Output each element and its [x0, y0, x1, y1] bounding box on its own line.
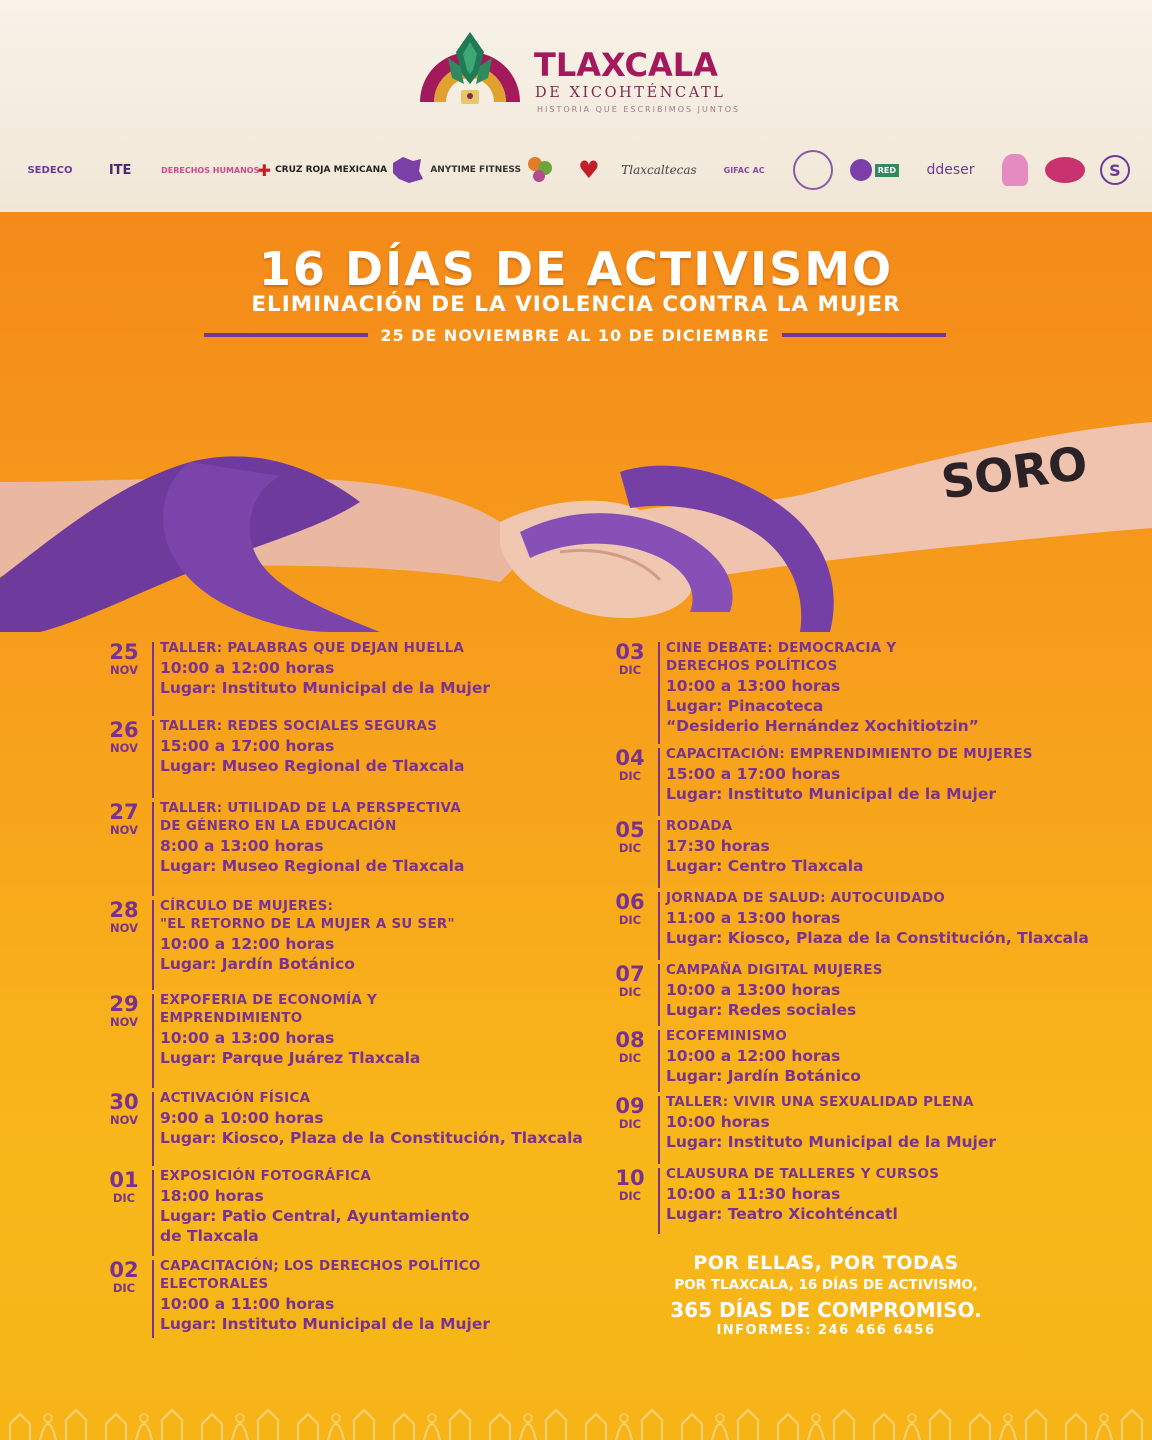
- sponsor-logo: [257, 150, 388, 190]
- event-time: 10:00 a 13:00 horas: [666, 677, 841, 695]
- event-date: [100, 1090, 148, 1168]
- event-place: Lugar: Kiosco, Plaza de la Constitución, Tlaxcala: [666, 929, 1089, 947]
- event-item: [100, 800, 600, 898]
- event-title: CLAUSURA DE TALLERES Y CURSOS: [666, 1167, 940, 1182]
- event-place: Lugar: Pinacoteca: [666, 697, 824, 715]
- event-body: [660, 640, 979, 746]
- poster-title: 16 DÍAS DE ACTIVISMO: [258, 242, 894, 296]
- event-title: ACTIVACIÓN FÍSICA: [160, 1091, 311, 1106]
- event-body: [154, 1168, 469, 1258]
- event-date: [100, 1168, 148, 1258]
- arm-writing: SORO: [937, 435, 1091, 510]
- event-day: 01: [109, 1168, 139, 1192]
- event-title: TALLER: PALABRAS QUE DEJAN HUELLA: [160, 641, 465, 656]
- event-item: [100, 992, 600, 1090]
- event-time: 10:00 a 12:00 horas: [160, 935, 335, 953]
- event-date: [100, 992, 148, 1090]
- event-date: [606, 890, 654, 962]
- sponsor-logo: [1000, 150, 1030, 190]
- event-title: ECOFEMINISMO: [666, 1029, 788, 1044]
- event-date: [606, 746, 654, 818]
- event-title: CINE DEBATE: DEMOCRACIA Y: [666, 641, 897, 656]
- leaf-logo-icon: [526, 152, 554, 188]
- event-body: [660, 1094, 996, 1166]
- event-item: [100, 1090, 600, 1168]
- event-time: 11:00 a 13:00 horas: [666, 909, 841, 927]
- event-time: 17:30 horas: [666, 837, 770, 855]
- closing-line-2: POR TLAXCALA, 16 DÍAS DE ACTIVISMO,: [674, 1277, 978, 1293]
- event-date: [606, 1094, 654, 1166]
- event-time: 10:00 a 12:00 horas: [160, 659, 335, 677]
- event-place: Lugar: Instituto Municipal de la Mujer: [666, 785, 997, 803]
- event-date: [100, 1258, 148, 1340]
- event-date: [606, 962, 654, 1028]
- poster-subtitle: ELIMINACIÓN DE LA VIOLENCIA CONTRA LA MUJER: [251, 292, 901, 317]
- event-time: 10:00 a 11:00 horas: [160, 1295, 335, 1313]
- event-day: 28: [109, 898, 139, 922]
- event-day: 09: [615, 1094, 645, 1118]
- event-day: 27: [109, 800, 139, 824]
- header-band: [0, 0, 1152, 212]
- event-time: 10:00 a 11:30 horas: [666, 1185, 841, 1203]
- sponsor-logo: DERECHOS HUMANOS: [161, 165, 260, 175]
- event-date: [100, 718, 148, 800]
- event-title: EXPOFERIA DE ECONOMÍA Y: [160, 993, 378, 1008]
- sponsor-label: RED: [875, 164, 899, 177]
- event-item: [606, 890, 1106, 962]
- event-place: Lugar: Parque Juárez Tlaxcala: [160, 1049, 421, 1067]
- event-body: [660, 818, 864, 890]
- divider: [782, 333, 946, 337]
- sponsor-label: CRUZ ROJA MEXICANA: [275, 165, 388, 175]
- event-body: [154, 898, 455, 992]
- event-body: [660, 890, 1089, 962]
- event-day: 29: [109, 992, 139, 1016]
- event-month: DIC: [618, 1189, 642, 1203]
- closing-message: [626, 1252, 1026, 1338]
- event-place: Lugar: Instituto Municipal de la Mujer: [160, 1315, 491, 1333]
- sponsor-logo: [847, 150, 901, 190]
- event-time: 10:00 horas: [666, 1113, 770, 1131]
- closing-line-1: POR ELLAS, POR TODAS: [693, 1252, 959, 1274]
- event-title: EMPRENDIMIENTO: [160, 1011, 303, 1026]
- event-date: [606, 640, 654, 746]
- brand-name: TLAXCALA: [534, 46, 718, 84]
- event-body: [154, 718, 464, 800]
- illustration-logo-icon: [1002, 154, 1028, 186]
- event-body: [154, 1090, 583, 1168]
- event-day: 07: [615, 962, 645, 986]
- event-time: 10:00 a 13:00 horas: [160, 1029, 335, 1047]
- sponsor-logos-row: [22, 146, 1130, 194]
- event-place: de Tlaxcala: [160, 1227, 259, 1245]
- event-body: [660, 1166, 939, 1236]
- schedule-left-column: [100, 640, 600, 1340]
- event-time: 18:00 horas: [160, 1187, 264, 1205]
- event-day: 04: [615, 746, 645, 770]
- event-place: Lugar: Jardín Botánico: [666, 1067, 861, 1085]
- tlaxcala-logo: [414, 28, 744, 120]
- event-item: [100, 1258, 600, 1340]
- event-time: 8:00 a 13:00 horas: [160, 837, 324, 855]
- event-item: [100, 640, 600, 718]
- event-date: [100, 640, 148, 718]
- event-title: EXPOSICIÓN FOTOGRÁFICA: [160, 1169, 371, 1184]
- sponsor-logo: [525, 150, 555, 190]
- event-item: [100, 718, 600, 800]
- event-day: 30: [109, 1090, 139, 1114]
- event-place: “Desiderio Hernández Xochitiotzin”: [666, 717, 979, 735]
- event-body: [660, 962, 883, 1028]
- event-day: 06: [615, 890, 645, 914]
- event-title: DERECHOS POLÍTICOS: [666, 659, 838, 674]
- event-body: [154, 992, 420, 1090]
- event-body: [154, 640, 490, 718]
- event-date: [606, 1166, 654, 1236]
- event-month: DIC: [618, 1117, 642, 1131]
- event-date: [100, 800, 148, 898]
- event-title: RODADA: [666, 819, 733, 834]
- sponsor-logo: Tlaxcaltecas: [621, 163, 697, 177]
- event-item: [606, 818, 1106, 890]
- event-title: CÍRCULO DE MUJERES:: [160, 899, 334, 914]
- event-month: NOV: [110, 1015, 138, 1029]
- circle-badge-icon: [850, 159, 872, 181]
- event-title: TALLER: UTILIDAD DE LA PERSPECTIVA: [160, 801, 462, 816]
- event-day: 10: [615, 1166, 645, 1190]
- event-title: "EL RETORNO DE LA MUJER A SU SER": [160, 917, 455, 932]
- event-month: DIC: [618, 985, 642, 999]
- sponsor-logo: ITE: [108, 162, 132, 178]
- event-item: [100, 898, 600, 992]
- event-place: Lugar: Instituto Municipal de la Mujer: [160, 679, 491, 697]
- date-range-row: [204, 324, 946, 346]
- event-month: NOV: [110, 663, 138, 677]
- date-range: 25 DE NOVIEMBRE AL 10 DE DICIEMBRE: [380, 325, 770, 345]
- event-title: JORNADA DE SALUD: AUTOCUIDADO: [666, 891, 946, 906]
- event-date: [606, 1028, 654, 1094]
- event-month: NOV: [110, 1113, 138, 1127]
- tlaxcala-emblem-icon: [414, 28, 526, 120]
- event-place: Lugar: Jardín Botánico: [160, 955, 355, 973]
- event-item: [606, 962, 1106, 1028]
- event-month: NOV: [110, 921, 138, 935]
- event-place: Lugar: Kiosco, Plaza de la Constitución, Tlaxcala: [160, 1129, 583, 1147]
- event-body: [154, 1258, 490, 1340]
- event-title: TALLER: VIVIR UNA SEXUALIDAD PLENA: [666, 1095, 974, 1110]
- event-item: [606, 1166, 1106, 1236]
- event-item: [606, 746, 1106, 818]
- event-day: 03: [615, 640, 645, 664]
- closing-line-3: 365 DÍAS DE COMPROMISO.: [670, 1298, 982, 1322]
- red-cross-icon: ✚: [257, 160, 272, 180]
- event-day: 26: [109, 718, 139, 742]
- sponsor-logo: GIFAC AC: [723, 165, 765, 175]
- event-place: Lugar: Centro Tlaxcala: [666, 857, 864, 875]
- event-time: 9:00 a 10:00 horas: [160, 1109, 324, 1127]
- event-body: [660, 1028, 861, 1094]
- event-time: 10:00 a 12:00 horas: [666, 1047, 841, 1065]
- event-time: 10:00 a 13:00 horas: [666, 981, 841, 999]
- event-month: DIC: [112, 1281, 136, 1295]
- brand-tagline: HISTORIA QUE ESCRIBIMOS JUNTOS: [537, 105, 741, 114]
- event-title: CAPACITACIÓN; LOS DERECHOS POLÍTICO: [160, 1259, 481, 1274]
- event-month: DIC: [618, 1051, 642, 1065]
- event-time: 15:00 a 17:00 horas: [666, 765, 841, 783]
- event-title: CAPACITACIÓN: EMPRENDIMIENTO DE MUJERES: [666, 747, 1033, 762]
- event-item: [100, 1168, 600, 1258]
- sponsor-logo: ddeser: [926, 162, 975, 178]
- event-month: DIC: [618, 769, 642, 783]
- event-place: Lugar: Museo Regional de Tlaxcala: [160, 757, 465, 775]
- sponsor-logo: [569, 150, 609, 190]
- event-item: [606, 640, 1106, 746]
- event-place: Lugar: Redes sociales: [666, 1001, 857, 1019]
- event-date: [606, 818, 654, 890]
- map-shape-icon: [389, 153, 425, 187]
- event-day: 08: [615, 1028, 645, 1052]
- event-item: [606, 1028, 1106, 1094]
- event-place: Lugar: Patio Central, Ayuntamiento: [160, 1207, 470, 1225]
- event-body: [154, 800, 464, 898]
- event-title: DE GÉNERO EN LA EDUCACIÓN: [160, 819, 397, 834]
- event-body: [660, 746, 1033, 818]
- event-day: 02: [109, 1258, 139, 1282]
- schedule-right-column: [606, 640, 1106, 1236]
- event-place: Lugar: Instituto Municipal de la Mujer: [666, 1133, 997, 1151]
- event-item: [606, 1094, 1106, 1166]
- event-month: DIC: [112, 1191, 136, 1205]
- event-title: TALLER: REDES SOCIALES SEGURAS: [160, 719, 438, 734]
- event-place: Lugar: Teatro Xicohténcatl: [666, 1205, 898, 1223]
- event-month: NOV: [110, 823, 138, 837]
- heart-icon: ♥: [578, 156, 600, 184]
- sponsor-logo: [387, 150, 427, 190]
- oval-logo-icon: [1045, 157, 1085, 183]
- event-month: NOV: [110, 741, 138, 755]
- contact-phone: INFORMES: 246 466 6456: [716, 1323, 936, 1338]
- sponsor-logo: ANYTIME FITNESS: [430, 165, 521, 175]
- event-place: Lugar: Museo Regional de Tlaxcala: [160, 857, 465, 875]
- event-date: [100, 898, 148, 992]
- event-time: 15:00 a 17:00 horas: [160, 737, 335, 755]
- event-title: ELECTORALES: [160, 1277, 269, 1292]
- sponsor-logo: [1044, 150, 1086, 190]
- hands-ribbon-photo: [0, 332, 1152, 632]
- divider: [204, 333, 368, 337]
- event-day: 25: [109, 640, 139, 664]
- decorative-border-pattern: [0, 1398, 1152, 1440]
- event-month: DIC: [618, 913, 642, 927]
- poster-body: [0, 212, 1152, 1440]
- event-month: DIC: [618, 663, 642, 677]
- sponsor-logo: SEDECO: [27, 164, 73, 176]
- event-day: 05: [615, 818, 645, 842]
- sponsor-logo: S: [1100, 155, 1130, 185]
- sponsor-logo: [793, 150, 833, 190]
- brand-subtitle: DE XICOHTÉNCATL: [535, 85, 726, 101]
- event-month: DIC: [618, 841, 642, 855]
- event-title: CAMPAÑA DIGITAL MUJERES: [666, 963, 883, 978]
